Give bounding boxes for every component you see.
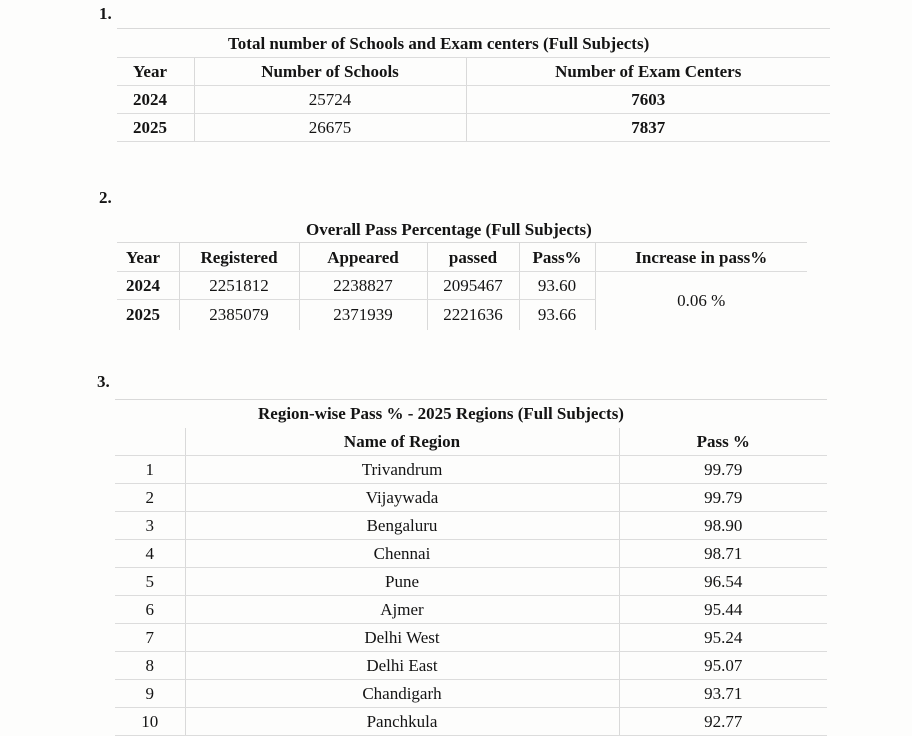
region-row-index: 9	[115, 680, 185, 708]
region-header-index	[115, 428, 185, 456]
region-row-name: Pune	[185, 568, 619, 596]
pass-header-year: Year	[117, 243, 179, 272]
region-row-index: 3	[115, 512, 185, 540]
pass-row-passed: 2095467	[427, 272, 519, 300]
pass-header-passed: passed	[427, 243, 519, 272]
region-table	[115, 399, 827, 736]
region-row-index: 4	[115, 540, 185, 568]
section-2-number: 2.	[99, 188, 112, 207]
region-row-index: 1	[115, 456, 185, 484]
region-row-index: 7	[115, 624, 185, 652]
region-row-name: Bengaluru	[185, 512, 619, 540]
region-row-name: Delhi East	[185, 652, 619, 680]
pass-header-appeared: Appeared	[299, 243, 427, 272]
region-row-index: 8	[115, 652, 185, 680]
pass-row-appeared: 2238827	[299, 272, 427, 300]
region-row-pass: 95.07	[619, 652, 827, 680]
schools-row-count: 25724	[194, 86, 466, 114]
region-row-pass: 95.44	[619, 596, 827, 624]
region-row-pass: 99.79	[619, 484, 827, 512]
pass-row-registered: 2385079	[179, 300, 299, 330]
region-row-name: Vijaywada	[185, 484, 619, 512]
schools-table	[117, 28, 830, 142]
pass-row-registered: 2251812	[179, 272, 299, 300]
schools-row-centers: 7837	[466, 114, 830, 142]
schools-header-schools: Number of Schools	[194, 58, 466, 86]
region-header-name: Name of Region	[185, 428, 619, 456]
pass-row-appeared: 2371939	[299, 300, 427, 330]
region-row-pass: 95.24	[619, 624, 827, 652]
pass-table	[117, 242, 807, 330]
region-row-name: Ajmer	[185, 596, 619, 624]
region-row-name: Panchkula	[185, 708, 619, 736]
region-row-pass: 99.79	[619, 456, 827, 484]
region-row-index: 5	[115, 568, 185, 596]
pass-row-pass-percent: 93.60	[519, 272, 595, 300]
region-table-title: Region-wise Pass % - 2025 Regions (Full Subjects)	[115, 400, 827, 428]
region-row-index: 6	[115, 596, 185, 624]
section-1-number: 1.	[99, 4, 112, 23]
region-row-name: Chennai	[185, 540, 619, 568]
region-row-pass: 96.54	[619, 568, 827, 596]
pass-row-passed: 2221636	[427, 300, 519, 330]
region-row-name: Trivandrum	[185, 456, 619, 484]
schools-table-title: Total number of Schools and Exam centers (Full Subjects)	[117, 29, 830, 58]
pass-header-registered: Registered	[179, 243, 299, 272]
pass-row-year: 2025	[126, 305, 160, 325]
schools-row-centers: 7603	[466, 86, 830, 114]
schools-row-count: 26675	[194, 114, 466, 142]
pass-header-pass-percent: Pass%	[519, 243, 595, 272]
pass-table-title: Overall Pass Percentage (Full Subjects)	[306, 220, 592, 239]
schools-row-year: 2025	[117, 114, 194, 142]
region-row-index: 2	[115, 484, 185, 512]
region-row-name: Chandigarh	[185, 680, 619, 708]
pass-row-pass-percent: 93.66	[519, 300, 595, 330]
region-row-name: Delhi West	[185, 624, 619, 652]
schools-header-centers: Number of Exam Centers	[466, 58, 830, 86]
region-row-index: 10	[115, 708, 185, 736]
schools-row-year: 2024	[117, 86, 194, 114]
region-row-pass: 93.71	[619, 680, 827, 708]
region-row-pass: 98.90	[619, 512, 827, 540]
pass-header-increase: Increase in pass%	[595, 243, 807, 272]
pass-row-year: 2024	[117, 272, 179, 300]
pass-increase-value: 0.06 %	[595, 272, 807, 330]
region-row-pass: 98.71	[619, 540, 827, 568]
region-row-pass: 92.77	[619, 708, 827, 736]
section-3-number: 3.	[97, 372, 110, 391]
schools-header-year: Year	[117, 58, 194, 86]
region-header-pass: Pass %	[619, 428, 827, 456]
